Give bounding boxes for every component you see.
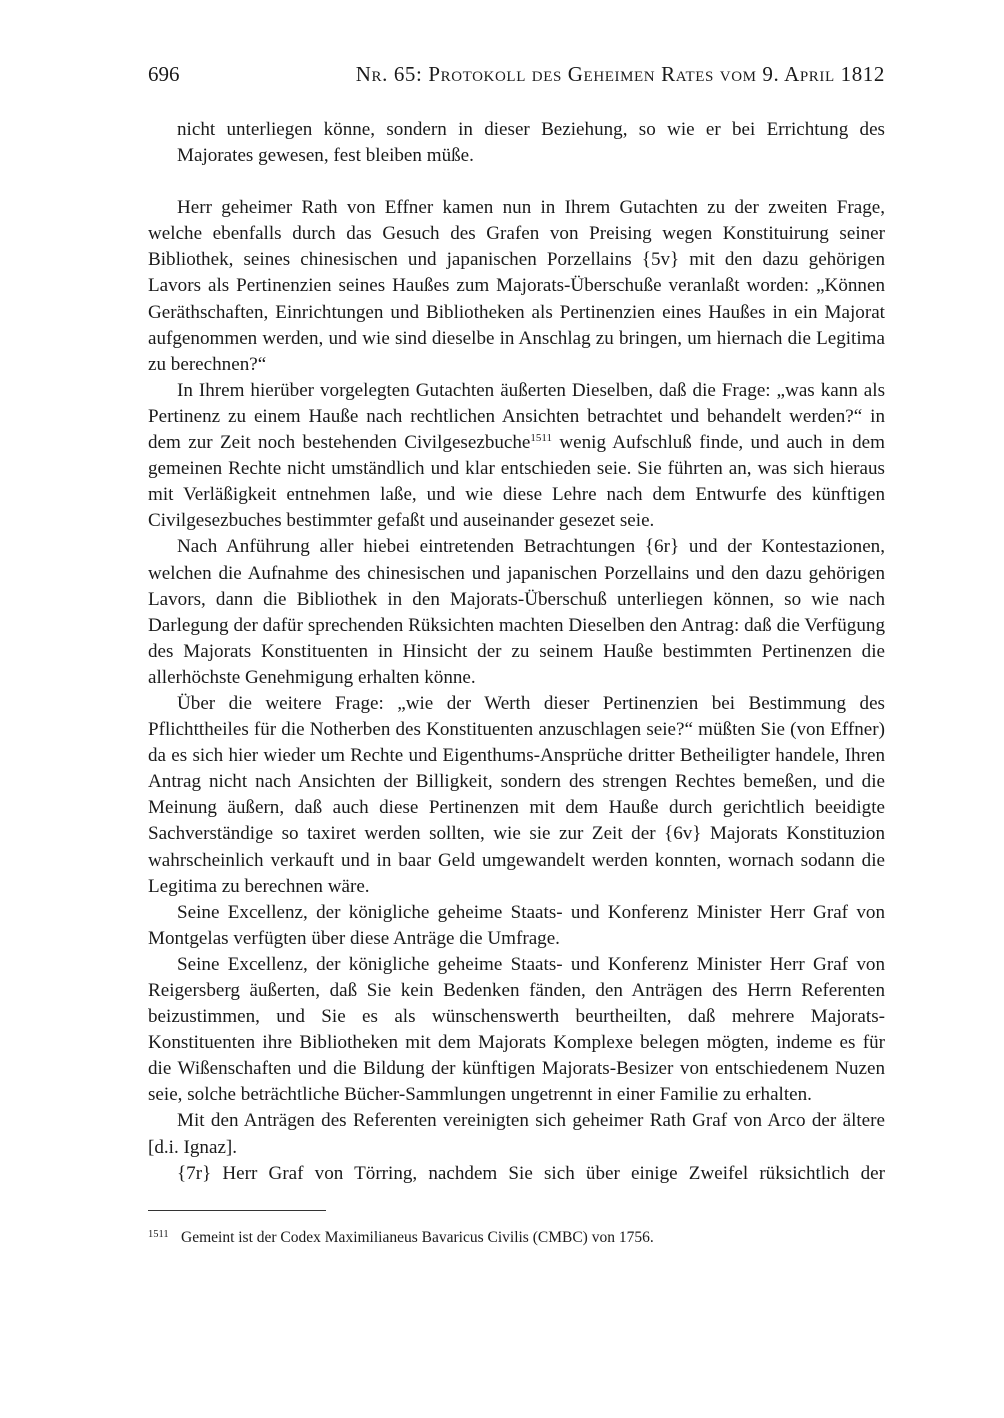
paragraph: Nach Anführung aller hiebei eintretenden Betrachtungen {6r} und der Kontestazionen, welchen die Aufnahme des chinesischen und japanischen Porzellains und den dazu gehörigen Lavors, dann die Bibliothek in den Majorats-Überschuß unterliegen können, so wie nach Darlegung der dafür sprechenden Rüksichten machten Dieselben den Antrag: daß die Verfügung des Majorats Konstituenten in Hinsicht der zu seinem Hauße bestimmten Pertinenzen die allerhöchste Genehmigung erhalten könne.: [148, 536, 885, 688]
paragraph: Über die weitere Frage: „wie der Werth dieser Pertinenzien bei Bestimmung des Pflichttheiles für die Notherben des Konstituenten anzuschlagen seie?“ müßten Sie (von Effner) da es sich hier wieder um Rechte und Eigenthums-Ansprüche dritter Betheiligter handele, Ihren Antrag nicht nach Ansichten der Billigkeit, sondern des strengen Rechtes bemeßen, und die Meinung äußern, daß auch diese Pertinenzen mit dem Hauße durch gerichtlich beeidigte Sachverständige so taxiret werden sollten, wie sie zur Zeit der {6v} Majorats Konstituzion wahrscheinlich verkauft und in baar Geld umgewandelt werden konnten, wornach sodann die Legitima zu berechnen wäre.: [148, 692, 885, 897]
paragraph-text: In Ihrem hierüber vorgelegten Gutachten äußerten Dieselben, daß die Frage: „was kann als Pertinenz zu einem Hauße nach rechtlichen Ansichten betrachtet und behandelt werden?“ in dem zur Zeit noch bestehenden Civilgesezbuche: [148, 379, 885, 454]
page-header: [148, 62, 885, 87]
footnote: [148, 1225, 885, 1248]
paragraph: Herr geheimer Rath von Effner kamen nun in Ihrem Gutachten zu der zweiten Frage, welche ebenfalls durch das Gesuch des Grafen von Preising wegen Konstituirung seiner Bibliothek, seines chinesischen und japanischen Porzellains {5v} mit den dazu gehörigen Lavors als Pertinenzien seines Haußes zum Majorats-Überschuße veranlaßt worden: „Können Geräthschaften, Einrichtungen und Bibliotheken als Pertinenzien eines Haußes in ein Majorat aufgenommen werden, und wie sind dieselbe in Anschlag zu bringen, um hiernach die Legitima zu berechnen?“: [148, 197, 885, 375]
paragraph-continuation: nicht unterliegen könne, sondern in dieser Beziehung, so wie er bei Errichtung des Majorates gewesen, fest bleiben müße.: [177, 119, 885, 167]
page-number: 696: [148, 62, 180, 86]
footnote-divider: [148, 1210, 326, 1211]
running-head: Nr. 65: Protokoll des Geheimen Rates vom 9. April 1812: [355, 62, 885, 86]
paragraph: Mit den Anträgen des Referenten vereinigten sich geheimer Rath Graf von Arco der ältere [d.i. Ignaz].: [148, 1110, 885, 1158]
footnote-text: Gemeint ist der Codex Maximilianeus Bavaricus Civilis (CMBC) von 1756.: [181, 1229, 654, 1246]
paragraph: Seine Excellenz, der königliche geheime Staats- und Konferenz Minister Herr Graf von Reigersberg äußerten, daß Sie kein Bedenken fänden, den Anträgen des Herrn Referenten beizustimmen, und Sie es als wünschenswerth beurtheilten, daß mehrere Majorats-Konstituenten ihre Bibliotheken mit dem Majorats Komplexe belegen mögten, indeme es für die Wißenschaften und die Bildung der künftigen Majorats-Besizer von entschiedenem Nuzen seie, solche beträchtliche Bücher-Sammlungen ungetrennt in einer Familie zu erhalten.: [148, 953, 885, 1106]
footnote-reference[interactable]: 1511: [530, 432, 552, 445]
footnote-number: 1511: [148, 1229, 169, 1240]
paragraph: Seine Excellenz, der königliche geheime Staats- und Konferenz Minister Herr Graf von Montgelas verfügten über diese Anträge die Umfrage.: [148, 901, 885, 949]
main-text: [148, 117, 885, 1187]
paragraph: {7r} Herr Graf von Törring, nachdem Sie sich über einige Zweifel rüksichtlich der: [177, 1162, 885, 1184]
paragraph-text: wenig Aufschluß finde, und auch in dem gemeinen Rechte nicht umständlich und klar entschieden seie. Sie führten an, was sich hieraus mit Verläßigkeit entnehmen laße, und wie diese Lehre nach dem Entwurfe des künftigen Civilgesezbuches bestimmter gefaßt und auseinander gesezet seie.: [148, 432, 885, 532]
paragraph: [148, 378, 885, 535]
